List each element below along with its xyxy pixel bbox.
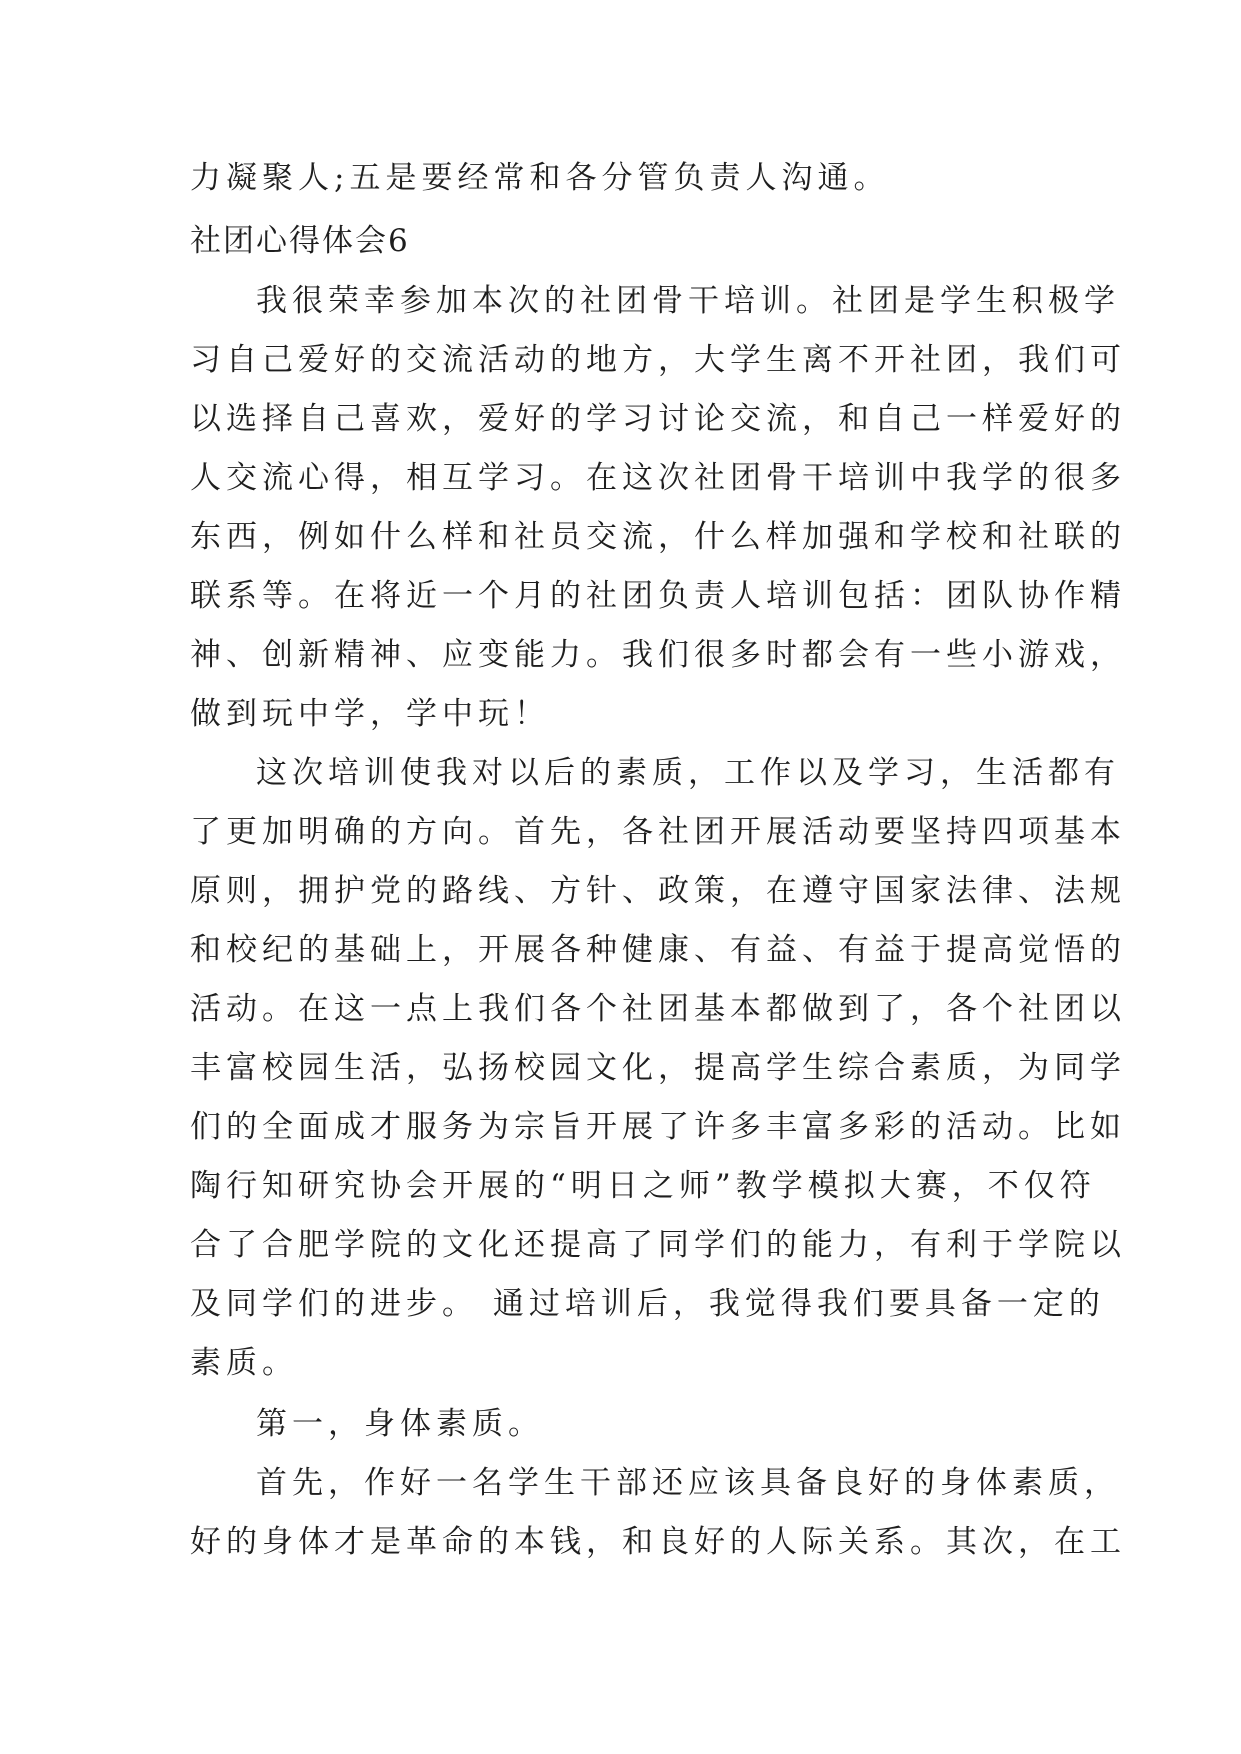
text-line: 活动。在这一点上我们各个社团基本都做到了，各个社团以 xyxy=(190,991,1126,1027)
text-line: 素质。 xyxy=(190,1345,298,1381)
text-line: 陶行知研究协会开展的“明日之师”教学模拟大赛，不仅符 xyxy=(190,1168,1096,1204)
section-heading: 社团心得体会6 xyxy=(190,223,410,259)
text-line: 联系等。在将近一个月的社团负责人培训包括：团队协作精 xyxy=(190,578,1126,614)
text-line: 人交流心得，相互学习。在这次社团骨干培训中我学的很多 xyxy=(190,460,1126,496)
text-line: 东西，例如什么样和社员交流，什么样加强和学校和社联的 xyxy=(190,519,1126,555)
paragraph-first-line: 首先，作好一名学生干部还应该具备良好的身体素质， xyxy=(256,1465,1120,1501)
text-line: 及同学们的进步。 通过培训后，我觉得我们要具备一定的 xyxy=(190,1286,1105,1322)
text-line: 习自己爱好的交流活动的地方，大学生离不开社团，我们可 xyxy=(190,342,1126,378)
text-line: 力凝聚人;五是要经常和各分管负责人沟通。 xyxy=(190,160,890,196)
paragraph-first-line: 第一，身体素质。 xyxy=(256,1406,544,1442)
text-line: 以选择自己喜欢，爱好的学习讨论交流，和自己一样爱好的 xyxy=(190,401,1126,437)
text-line: 丰富校园生活，弘扬校园文化，提高学生综合素质，为同学 xyxy=(190,1050,1126,1086)
document-body xyxy=(190,158,1126,1572)
text-line: 神、创新精神、应变能力。我们很多时都会有一些小游戏， xyxy=(190,637,1126,673)
text-line: 好的身体才是革命的本钱，和良好的人际关系。其次，在工 xyxy=(190,1524,1126,1560)
text-line: 合了合肥学院的文化还提高了同学们的能力，有利于学院以 xyxy=(190,1227,1126,1263)
text-line: 做到玩中学，学中玩！ xyxy=(190,696,550,732)
text-line: 原则，拥护党的路线、方针、政策，在遵守国家法律、法规 xyxy=(190,873,1126,909)
text-line: 们的全面成才服务为宗旨开展了许多丰富多彩的活动。比如 xyxy=(190,1109,1126,1145)
paragraph-first-line: 这次培训使我对以后的素质，工作以及学习，生活都有 xyxy=(256,755,1120,791)
text-line: 和校纪的基础上，开展各种健康、有益、有益于提高觉悟的 xyxy=(190,932,1126,968)
text-line: 了更加明确的方向。首先，各社团开展活动要坚持四项基本 xyxy=(190,814,1126,850)
paragraph-first-line: 我很荣幸参加本次的社团骨干培训。社团是学生积极学 xyxy=(256,283,1120,319)
